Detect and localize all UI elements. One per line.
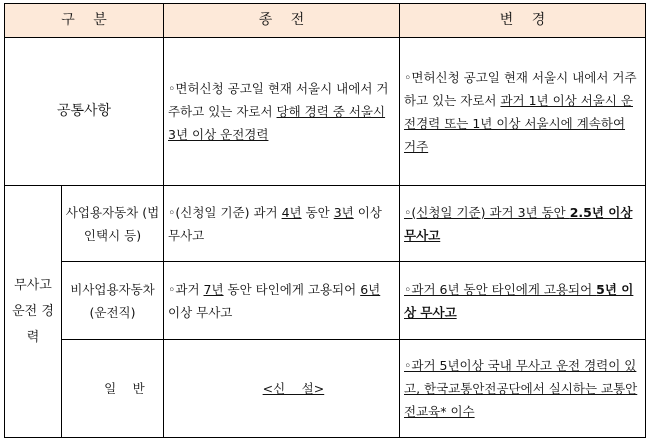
common-after-underlined: 과거 1년 이상 서울시 운전경력 또는 1년 이상 서울시에 계속하여 거주 — [404, 92, 633, 154]
nonbusiness-after-bold: 5년 이상 무사고 — [404, 281, 634, 320]
comparison-table — [4, 3, 646, 438]
label-common: 공통사항 — [5, 38, 164, 186]
nonbusiness-before — [164, 262, 400, 340]
business-before-text2: 동안 — [301, 204, 334, 220]
business-before-text3: 이상 무사고 — [168, 204, 382, 243]
general-after-text1: ◦과거 5년이상 국내 무사고 운전 경력이 있고, — [404, 358, 637, 396]
nonbusiness-before-text3: 이상 무사고 — [168, 304, 233, 320]
nonbusiness-before-years: 7년 — [203, 281, 224, 297]
general-before — [164, 340, 400, 438]
header-row — [5, 4, 646, 38]
row-general — [5, 340, 646, 438]
general-before-new: <신 설> — [262, 381, 325, 396]
header-after: 변 경 — [400, 4, 646, 38]
header-before: 종 전 — [164, 4, 400, 38]
label-nonbusiness: 비사업용자동차 (운전직) — [62, 262, 164, 340]
common-before — [164, 38, 400, 186]
business-before-min-years: 3년 — [333, 204, 354, 220]
label-general: 일 반 — [62, 340, 164, 438]
business-after-bold: 2.5년 이상 무사고 — [404, 204, 633, 243]
general-after-text2: 한국교통안전공단에서 실시하는 교통안전교육* 이수 — [404, 381, 638, 419]
row-nonbusiness — [5, 262, 646, 340]
common-after-text: ◦면허신청 공고일 현재 서울시 내에서 거주하고 있는 자로서 — [404, 69, 637, 108]
nonbusiness-before-text2: 동안 타인에게 고용되어 — [223, 281, 361, 297]
header-category: 구 분 — [5, 4, 164, 38]
common-before-text: ◦면허신청 공고일 현재 서울시 내에서 거주하고 있는 자로서 — [168, 81, 389, 119]
row-common — [5, 38, 646, 186]
label-accident-free-group: 무사고 운전 경력 — [5, 186, 62, 438]
nonbusiness-after-text: ◦과거 6년 동안 타인에게 고용되어 — [404, 281, 597, 297]
label-business: 사업용자동차 (법인택시 등) — [62, 186, 164, 262]
business-before-text1: ◦(신청일 기준) 과거 — [168, 204, 282, 220]
nonbusiness-before-text1: ◦과거 — [168, 281, 204, 297]
common-after — [400, 38, 646, 186]
business-after-text: ◦(신청일 기준) 과거 3년 동안 — [404, 204, 570, 220]
business-after — [400, 186, 646, 262]
business-before-years: 4년 — [281, 204, 302, 220]
nonbusiness-before-min-years: 6년 — [360, 281, 381, 297]
row-business — [5, 186, 646, 262]
nonbusiness-after — [400, 262, 646, 340]
common-before-underlined: 당해 경력 중 서울시 3년 이상 운전경력 — [168, 104, 386, 142]
business-before — [164, 186, 400, 262]
general-after — [400, 340, 646, 438]
